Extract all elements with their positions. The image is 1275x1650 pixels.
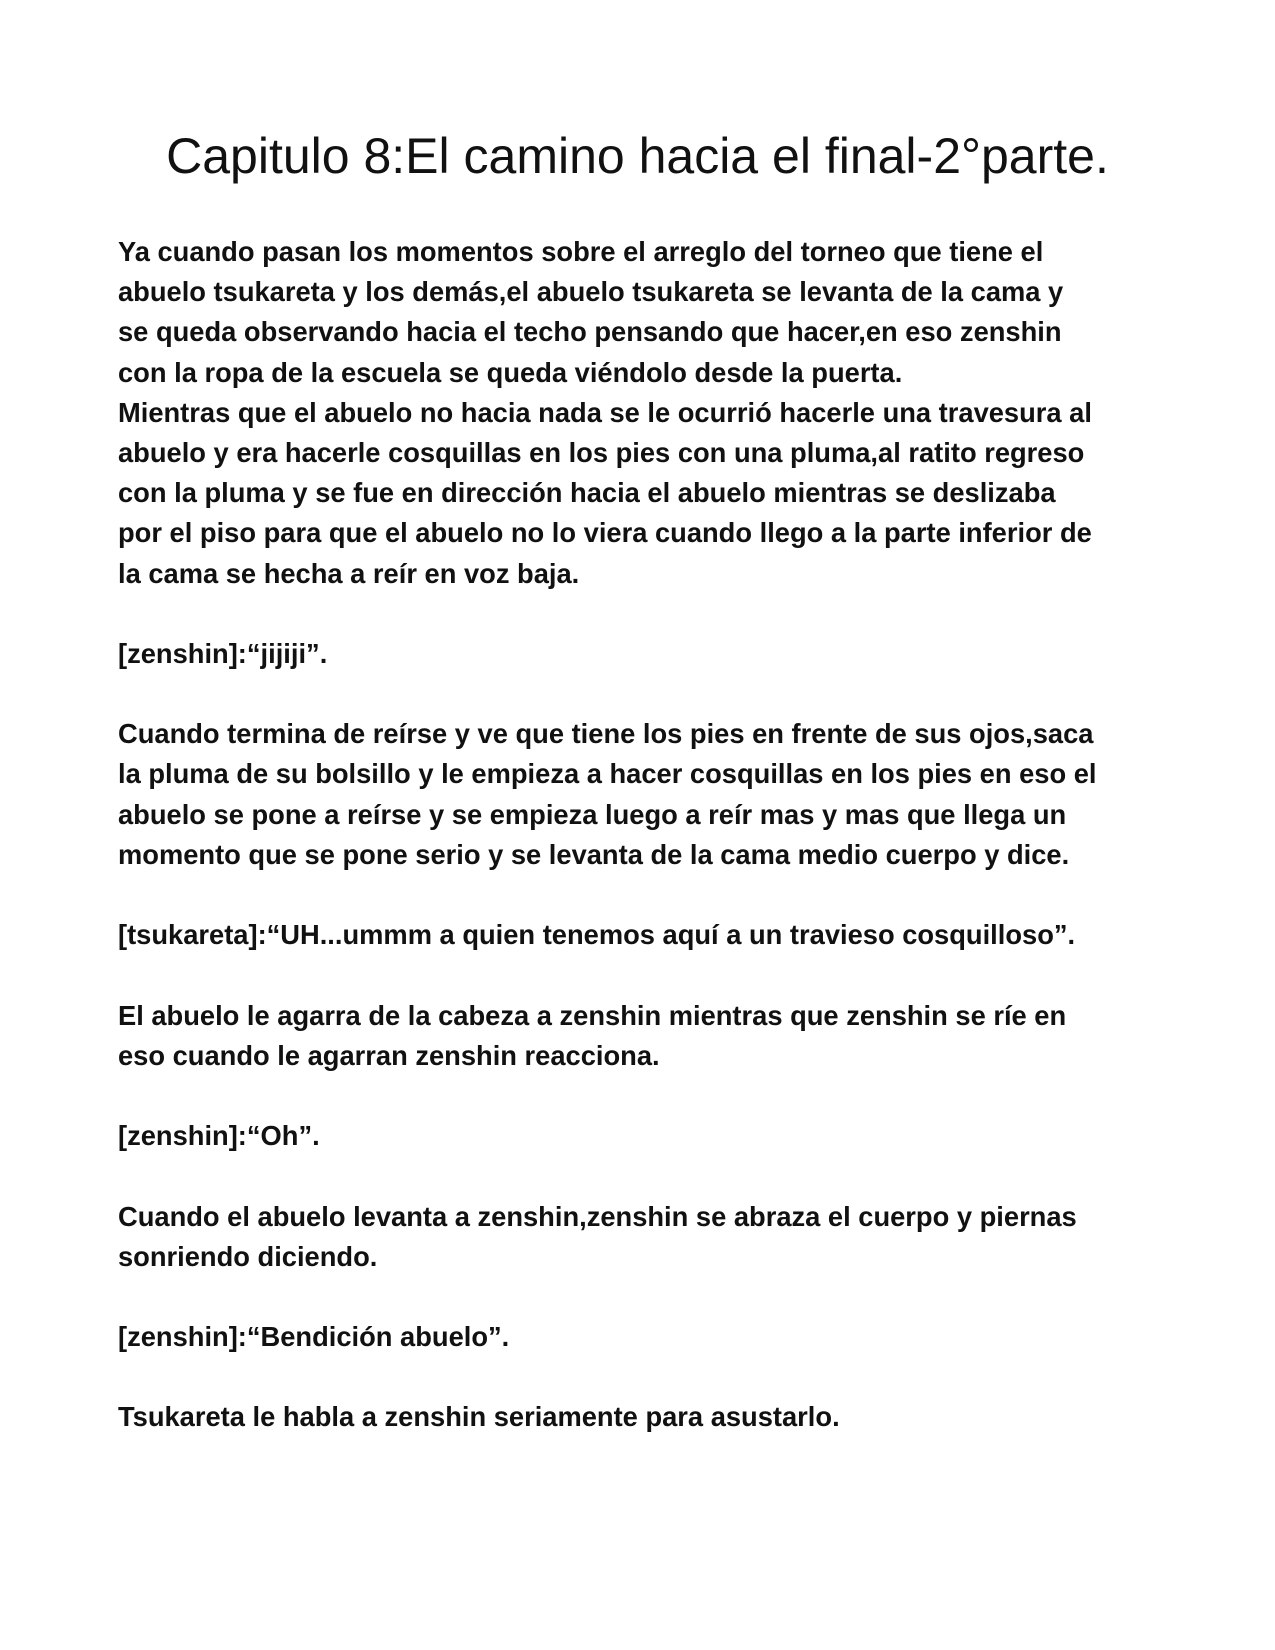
text-line: se queda observando hacia el techo pensando que hacer,en eso zenshin — [118, 316, 1062, 348]
text-line: Cuando el abuelo levanta a zenshin,zenshin se abraza el cuerpo y piernas — [118, 1200, 1077, 1232]
chapter-title: Capitulo 8:El camino hacia el final-2°parte. — [166, 128, 1109, 184]
text-line: por el piso para que el abuelo no lo viera cuando llego a la parte inferior de — [118, 517, 1092, 549]
text-line: Mientras que el abuelo no hacia nada se le ocurrió hacerle una travesura al — [118, 396, 1092, 428]
text-line: con la pluma y se fue en dirección hacia el abuelo mientras se deslizaba — [118, 477, 1056, 509]
paragraph-gap — [118, 1076, 1178, 1116]
text-line: eso cuando le agarran zenshin reacciona. — [118, 1039, 660, 1071]
text-line: Tsukareta le habla a zenshin seriamente para asustarlo. — [118, 1401, 840, 1433]
text-line: Ya cuando pasan los momentos sobre el arreglo del torneo que tiene el — [118, 236, 1044, 267]
text-line: abuelo tsukareta y los demás,el abuelo tsukareta se levanta de la cama y — [118, 276, 1064, 308]
text-line: la cama se hecha a reír en voz baja. — [118, 557, 580, 589]
paragraph-gap — [118, 1156, 1178, 1196]
text-line: abuelo se pone a reírse y se empieza luego a reír mas y mas que llega un — [118, 798, 1067, 830]
dialogue-line: [tsukareta]:“UH...ummm a quien tenemos aquí a un travieso cosquilloso”. — [118, 919, 1076, 951]
paragraph-gap — [118, 674, 1178, 714]
paragraph-gap — [118, 875, 1178, 915]
paragraph-gap — [118, 594, 1178, 634]
dialogue-line: [zenshin]:“Oh”. — [118, 1120, 320, 1152]
text-line: Cuando termina de reírse y ve que tiene los pies en frente de sus ojos,saca — [118, 718, 1094, 750]
text-line: momento que se pone serio y se levanta de la cama medio cuerpo y dice. — [118, 838, 1070, 870]
paragraph-gap — [118, 1277, 1178, 1317]
text-line: sonriendo diciendo. — [118, 1240, 378, 1272]
text-line: con la ropa de la escuela se queda viéndolo desde la puerta. — [118, 356, 903, 388]
paragraph-gap — [118, 1357, 1178, 1397]
dialogue-line: [zenshin]:“jijiji”. — [118, 637, 328, 669]
text-line: abuelo y era hacerle cosquillas en los pies con una pluma,al ratito regreso — [118, 436, 1085, 468]
chapter-body — [118, 232, 1178, 1438]
text-line: la pluma de su bolsillo y le empieza a hacer cosquillas en los pies en eso el — [118, 758, 1097, 790]
text-line: El abuelo le agarra de la cabeza a zenshin mientras que zenshin se ríe en — [118, 999, 1067, 1031]
paragraph-gap — [118, 955, 1178, 995]
dialogue-line: [zenshin]:“Bendición abuelo”. — [118, 1321, 510, 1353]
